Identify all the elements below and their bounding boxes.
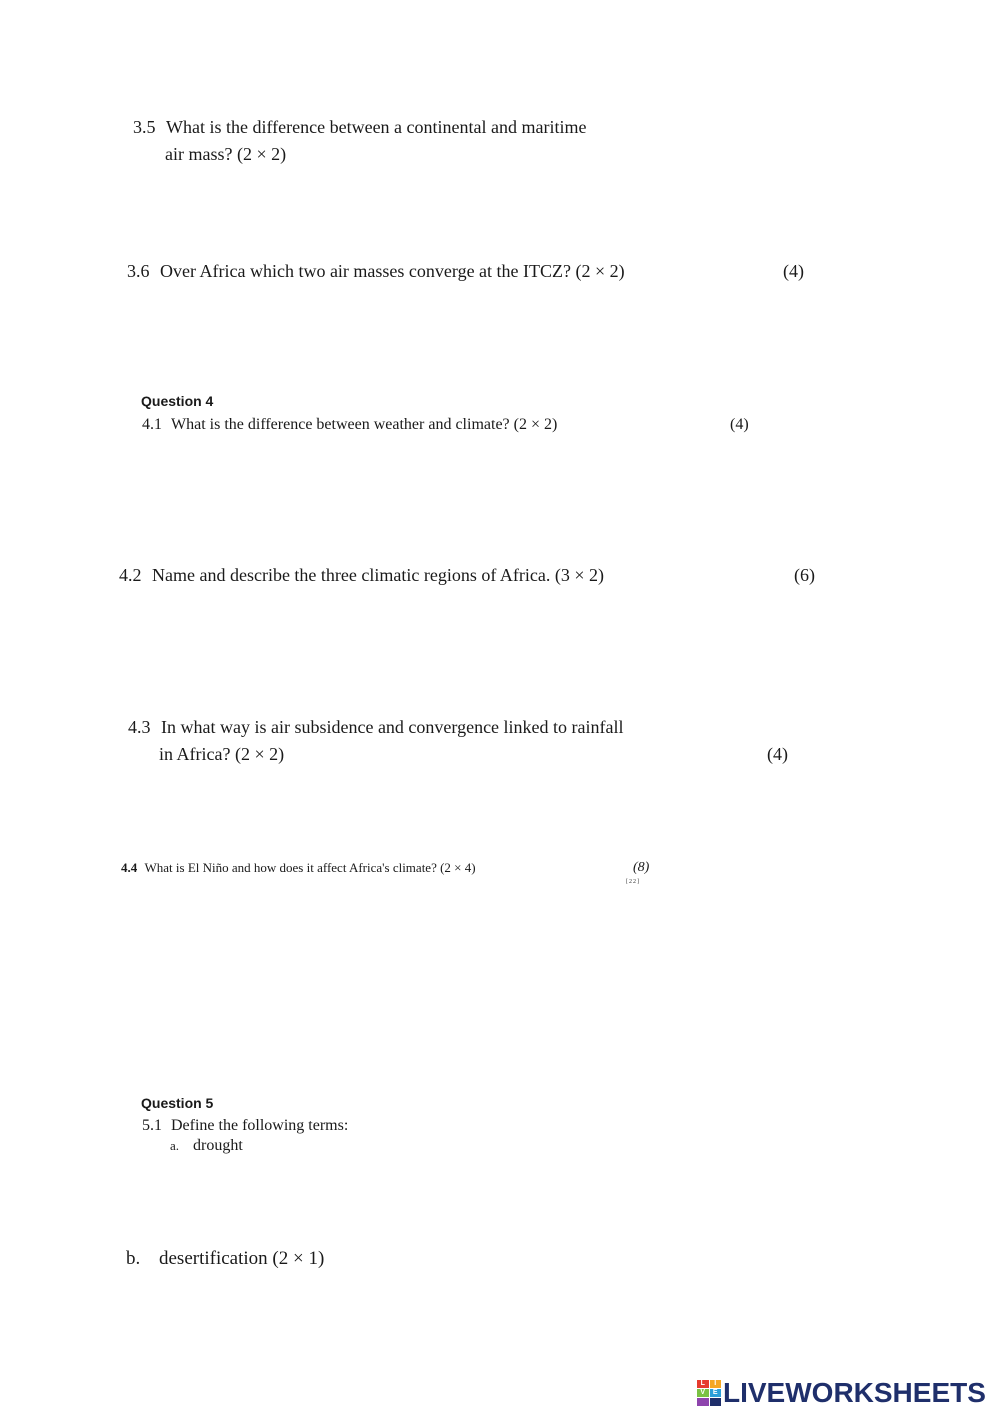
q3-5-line2: air mass? (2 × 2) bbox=[165, 144, 287, 164]
q4-1-number: 4.1 bbox=[142, 416, 162, 433]
q4-1-line bbox=[142, 417, 557, 433]
q3-6-marks: (4) bbox=[783, 261, 804, 281]
q4-4-marks: (8) bbox=[633, 860, 650, 875]
q4-4-total: [22] bbox=[626, 879, 640, 885]
q3-5-number: 3.5 bbox=[133, 117, 156, 137]
q5-1-line bbox=[142, 1118, 348, 1134]
q4-2-number: 4.2 bbox=[119, 565, 142, 585]
logo-tile bbox=[697, 1398, 709, 1406]
logo-tile: I bbox=[710, 1380, 722, 1388]
q5-1-item-b-text: desertification (2 × 1) bbox=[159, 1248, 325, 1269]
q4-3-text: In what way is air subsidence and convergence linked to rainfall bbox=[161, 717, 624, 737]
q5-1-item-b bbox=[126, 1249, 324, 1268]
logo-tile bbox=[710, 1398, 722, 1406]
q5-1-item-a bbox=[170, 1138, 243, 1154]
q3-6-number: 3.6 bbox=[127, 261, 150, 281]
q5-1-item-b-label: b. bbox=[126, 1248, 141, 1269]
logo-tile: E bbox=[710, 1389, 722, 1397]
q5-1-number: 5.1 bbox=[142, 1117, 162, 1134]
logo-tile: L bbox=[697, 1380, 709, 1388]
q5-1-item-a-label: a. bbox=[170, 1138, 180, 1153]
liveworksheets-logo[interactable] bbox=[697, 1378, 986, 1408]
q4-4-text: What is El Niño and how does it affect Africa's climate? (2 × 4) bbox=[144, 860, 476, 875]
q3-6-line bbox=[127, 262, 625, 280]
q4-3-number: 4.3 bbox=[128, 717, 151, 737]
q4-1-text: What is the difference between weather and climate? (2 × 2) bbox=[171, 416, 558, 433]
logo-tile: V bbox=[697, 1389, 709, 1397]
q5-1-text: Define the following terms: bbox=[171, 1117, 349, 1134]
q3-5-line1 bbox=[133, 118, 587, 136]
q4-2-line bbox=[119, 566, 604, 584]
logo-text: LIVEWORKSHEETS bbox=[723, 1377, 986, 1408]
q4-2-marks: (6) bbox=[794, 565, 815, 585]
question-4-heading: Question 4 bbox=[141, 393, 214, 409]
q4-4-line bbox=[121, 861, 476, 874]
q4-1-marks: (4) bbox=[730, 416, 749, 433]
q4-4-number: 4.4 bbox=[121, 860, 138, 875]
q4-2-text: Name and describe the three climatic regions of Africa. (3 × 2) bbox=[152, 565, 604, 585]
q4-3-line1 bbox=[128, 718, 624, 736]
q5-1-item-a-text: drought bbox=[193, 1137, 243, 1154]
logo-mark-icon bbox=[697, 1380, 721, 1406]
q4-3-marks: (4) bbox=[767, 744, 788, 764]
q3-5-text: What is the difference between a continental and maritime bbox=[166, 117, 587, 137]
question-5-heading: Question 5 bbox=[141, 1095, 214, 1111]
q4-3-line2: in Africa? (2 × 2) bbox=[159, 744, 285, 764]
q3-6-text: Over Africa which two air masses converge at the ITCZ? (2 × 2) bbox=[160, 261, 625, 281]
